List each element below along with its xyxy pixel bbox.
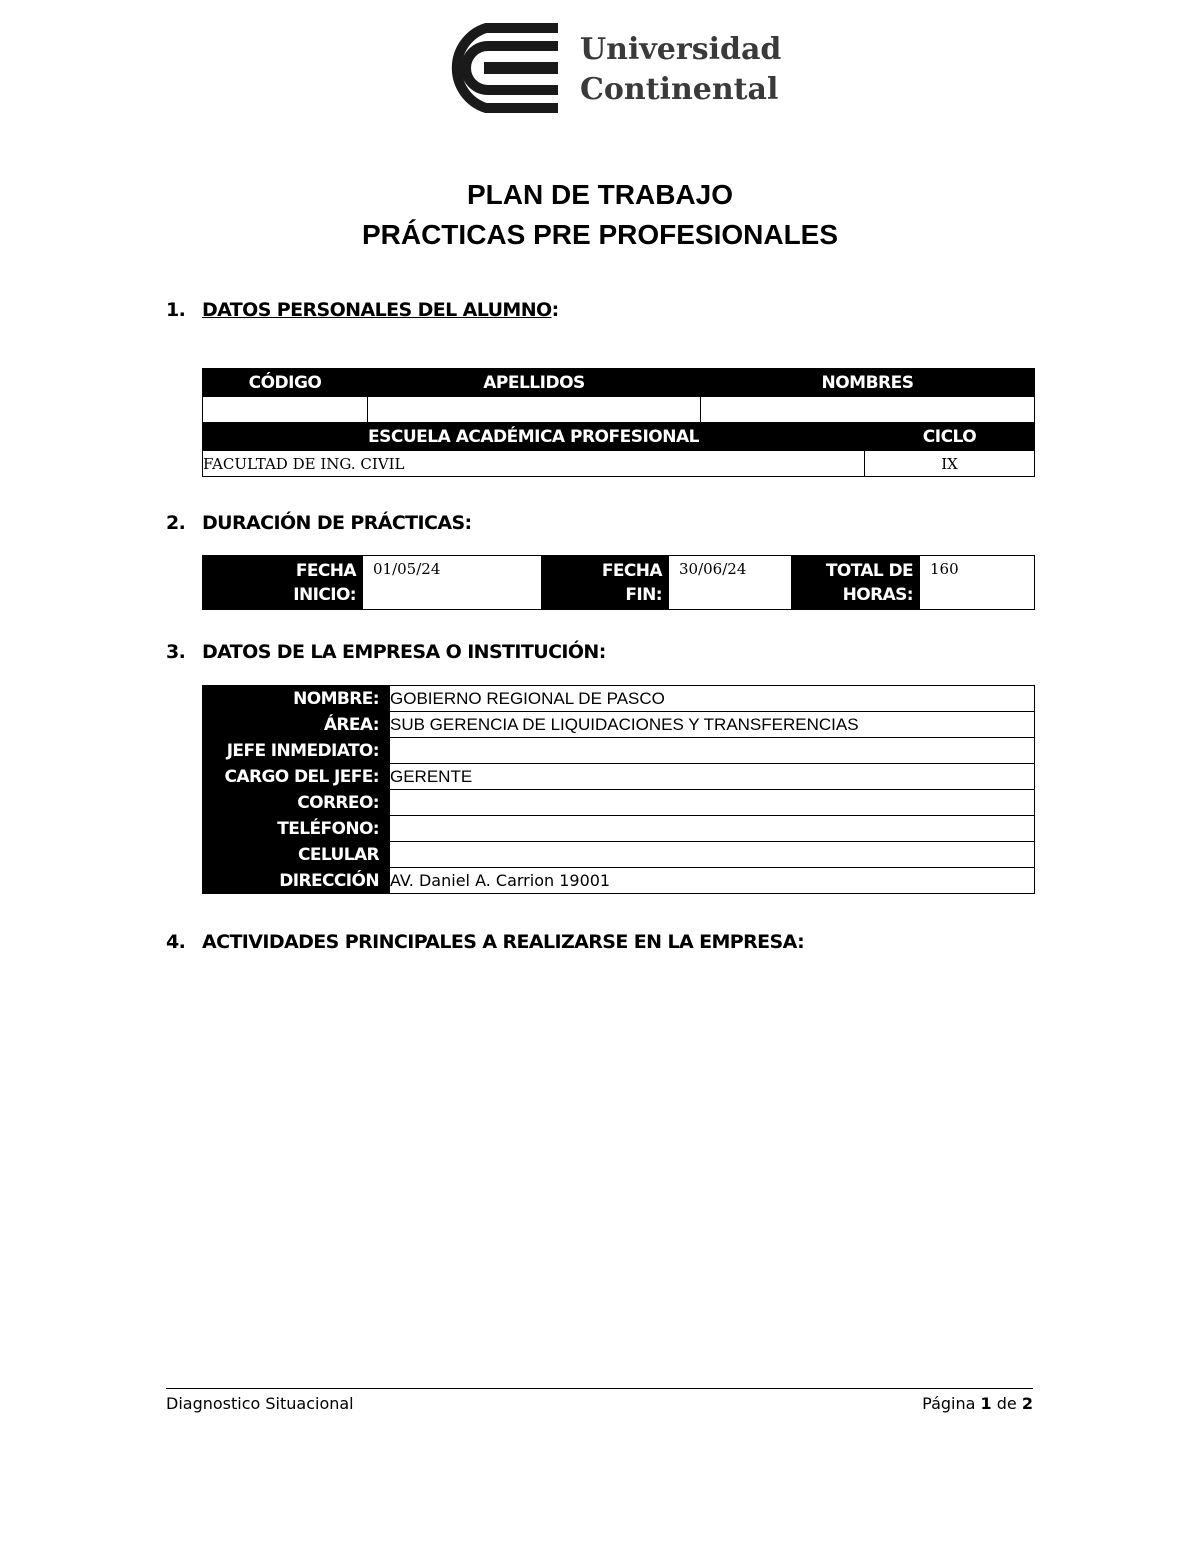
total-horas-label-line2: HORAS: xyxy=(842,584,913,605)
company-row-label: ÁREA: xyxy=(203,712,390,738)
footer-page-number xyxy=(922,1394,1033,1413)
company-correo-field[interactable] xyxy=(390,790,1035,816)
company-celular-field[interactable] xyxy=(390,842,1035,868)
section-1-title: DATOS PERSONALES DEL ALUMNO xyxy=(202,299,552,321)
codigo-field[interactable] xyxy=(203,397,368,423)
ciclo-field[interactable]: IX xyxy=(865,451,1035,477)
fecha-fin-label xyxy=(542,556,669,610)
total-horas-label xyxy=(792,556,920,610)
company-nombre-field[interactable]: GOBIERNO REGIONAL DE PASCO xyxy=(390,686,1035,712)
company-row-label: TELÉFONO: xyxy=(203,816,390,842)
header-apellidos: APELLIDOS xyxy=(368,369,701,397)
company-row-label: CARGO DEL JEFE: xyxy=(203,764,390,790)
logo-text-universidad: Universidad xyxy=(580,32,782,67)
footer-page-total: 2 xyxy=(1021,1394,1033,1413)
section-1-heading xyxy=(166,299,559,321)
company-jefe-field[interactable] xyxy=(390,738,1035,764)
company-cargo-field[interactable]: GERENTE xyxy=(390,764,1035,790)
section-4-heading xyxy=(166,931,804,953)
nombres-field[interactable] xyxy=(701,397,1035,423)
total-horas-label-line1: TOTAL DE xyxy=(825,560,913,581)
section-2-number: 2. xyxy=(166,512,186,534)
company-area-field[interactable]: SUB GERENCIA DE LIQUIDACIONES Y TRANSFERENCIAS xyxy=(390,712,1035,738)
document-subtitle: PRÁCTICAS PRE PROFESIONALES xyxy=(361,219,839,250)
company-row-label: CORREO: xyxy=(203,790,390,816)
duration-table xyxy=(202,555,1035,610)
fecha-inicio-field[interactable]: 01/05/24 xyxy=(363,556,542,610)
section-4-title: ACTIVIDADES PRINCIPALES A REALIZARSE EN LA EMPRESA: xyxy=(202,931,805,953)
section-3-number: 3. xyxy=(166,641,186,663)
footer-of-word: de xyxy=(996,1394,1017,1413)
fecha-fin-field[interactable]: 30/06/24 xyxy=(669,556,792,610)
university-logo xyxy=(434,22,782,114)
fecha-inicio-label xyxy=(203,556,363,610)
header-codigo: CÓDIGO xyxy=(203,369,368,397)
company-direccion-field[interactable]: AV. Daniel A. Carrion 19001 xyxy=(390,868,1035,894)
section-3-title: DATOS DE LA EMPRESA O INSTITUCIÓN: xyxy=(202,641,606,663)
fecha-fin-label-line1: FECHA xyxy=(601,560,662,581)
fecha-inicio-label-line2: INICIO: xyxy=(293,584,356,605)
section-1-number: 1. xyxy=(166,299,186,321)
footer-page-word: Página xyxy=(922,1394,976,1413)
apellidos-field[interactable] xyxy=(368,397,701,423)
section-2-title: DURACIÓN DE PRÁCTICAS: xyxy=(202,512,472,534)
document-title: PLAN DE TRABAJO xyxy=(466,179,733,210)
header-nombres: NOMBRES xyxy=(701,369,1035,397)
section-3-heading xyxy=(166,641,606,663)
header-ciclo: CICLO xyxy=(865,423,1035,451)
footer-page-current: 1 xyxy=(980,1394,992,1413)
company-row-label: JEFE INMEDIATO: xyxy=(203,738,390,764)
company-row-label: NOMBRE: xyxy=(203,686,390,712)
logo-text-continental: Continental xyxy=(580,72,779,107)
fecha-inicio-label-line1: FECHA xyxy=(295,560,356,581)
footer-document-name: Diagnostico Situacional xyxy=(166,1394,354,1413)
company-row-label: DIRECCIÓN xyxy=(203,868,390,894)
section-4-number: 4. xyxy=(166,931,186,953)
total-horas-field[interactable]: 160 xyxy=(920,556,1035,610)
student-data-table xyxy=(202,368,1035,477)
fecha-fin-label-line2: FIN: xyxy=(625,584,662,605)
section-1-colon: : xyxy=(551,299,559,321)
section-2-heading xyxy=(166,512,472,534)
header-escuela: ESCUELA ACADÉMICA PROFESIONAL xyxy=(203,423,865,451)
continental-logo-icon xyxy=(434,22,560,114)
footer-divider xyxy=(166,1388,1033,1389)
company-data-table xyxy=(202,685,1035,894)
company-telefono-field[interactable] xyxy=(390,816,1035,842)
escuela-field[interactable]: FACULTAD DE ING. CIVIL xyxy=(203,451,865,477)
company-row-label: CELULAR xyxy=(203,842,390,868)
